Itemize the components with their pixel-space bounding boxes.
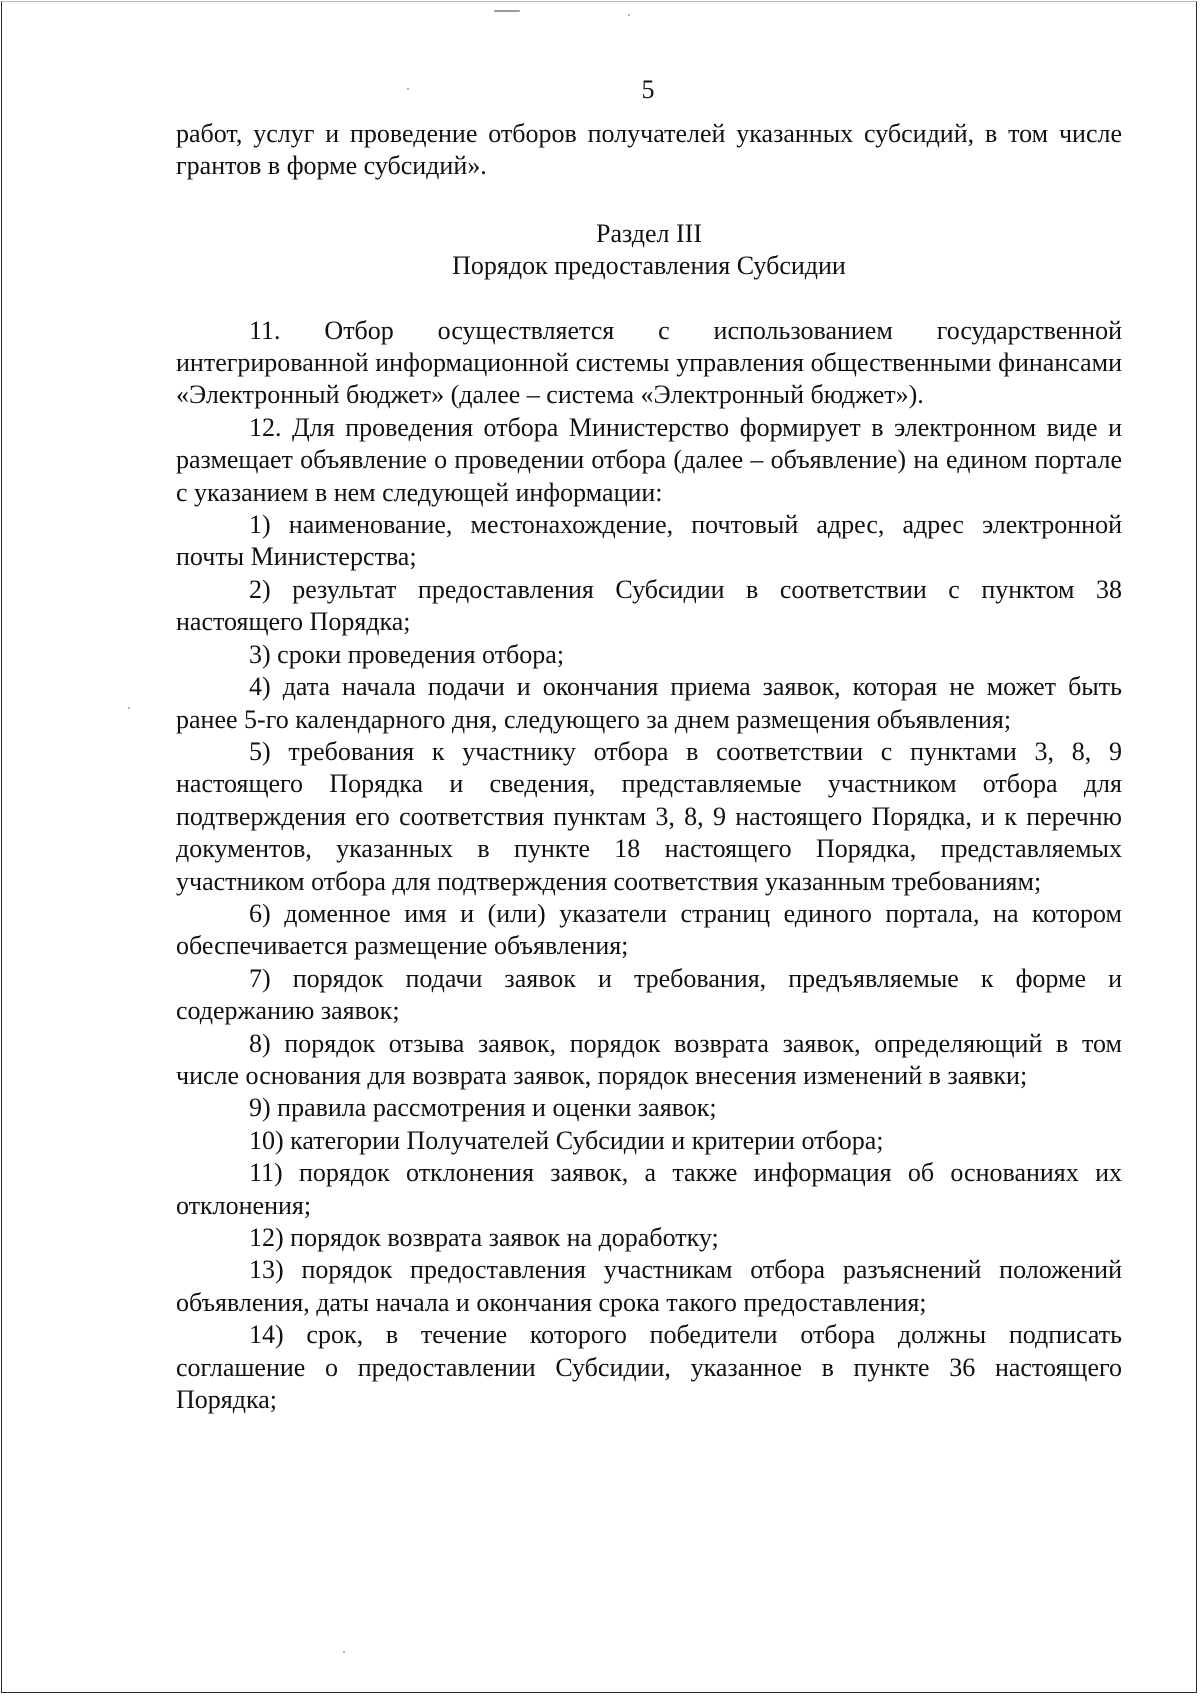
list-item-9: 9) правила рассмотрения и оценки заявок; [249, 1093, 717, 1123]
page-number: 5 [641, 75, 655, 104]
list-item-12: 12) порядок возврата заявок на доработку; [249, 1223, 719, 1252]
section-label: Раздел III [595, 218, 703, 248]
list-item-2: 2) результат предоставления Субсидии в соответствии с пунктом 38 настоящего Порядка; [176, 574, 1122, 637]
paragraph-11: 11. Отбор осуществляется с использованием государственной интегрированной информационной системы управления общественными финансами «Электронный бюджет» (далее – система «Электронный бюджет»). [176, 315, 1122, 410]
list-item-4: 4) дата начала подачи и окончания приема заявок, которая не может быть ранее 5-го календарного дня, следующего за днем размещения объявления; [176, 672, 1122, 734]
list-item-11: 11) порядок отклонения заявок, а также информация об основаниях их отклонения; [176, 1158, 1122, 1220]
section-heading [176, 218, 1122, 283]
list-item-7: 7) порядок подачи заявок и требования, предъявляемые к форме и содержанию заявок; [176, 963, 1122, 1026]
list-item-6: 6) доменное имя и (или) указатели страниц единого портала, на котором обеспечивается размещение объявления; [176, 898, 1122, 961]
list-item-5: 5) требования к участнику отбора в соответствии с пунктами 3, 8, 9 настоящего Порядка и сведения, представляемые участником отбора для подтверждения его соответствия пунктам 3, 8, 9 настоящего Порядка, и к перечню документов, указанных в пункте 18 настоящего Порядка, представляемых участником отбора для подтверждения соответствия указанным требованиям; [176, 736, 1122, 896]
list-item-14: 14) срок, в течение которого победители отбора должны подписать соглашение о предоставлении Субсидии, указанное в пункте 36 настоящего Порядка; [176, 1320, 1122, 1415]
list-item-10: 10) категории Получателей Субсидии и критерии отбора; [249, 1125, 884, 1155]
scan-speck [128, 707, 130, 709]
document-body [176, 118, 1122, 1416]
spacer [176, 283, 1122, 315]
list-item-1: 1) наименование, местонахождение, почтовый адрес, адрес электронной почты Министерства; [176, 510, 1122, 572]
scan-speck [628, 14, 630, 16]
scan-speck [494, 10, 520, 12]
scan-speck [343, 1651, 345, 1653]
intro-paragraph: работ, услуг и проведение отборов получателей указанных субсидий, в том числе грантов в форме субсидий». [176, 119, 1122, 181]
list-item-13: 13) порядок предоставления участникам отбора разъяснений положений объявления, даты начала и окончания срока такого предоставления; [176, 1255, 1122, 1317]
paragraph-12: 12. Для проведения отбора Министерство формирует в электронном виде и размещает объявление о проведении отбора (далее – объявление) на едином портале с указанием в нем следующей информации: [176, 412, 1122, 507]
list-item-8: 8) порядок отзыва заявок, порядок возврата заявок, определяющий в том числе основания для возврата заявок, порядок внесения изменений в заявки; [176, 1028, 1122, 1090]
section-title: Порядок предоставления Субсидии [452, 251, 846, 281]
list-item-3: 3) сроки проведения отбора; [249, 639, 565, 669]
